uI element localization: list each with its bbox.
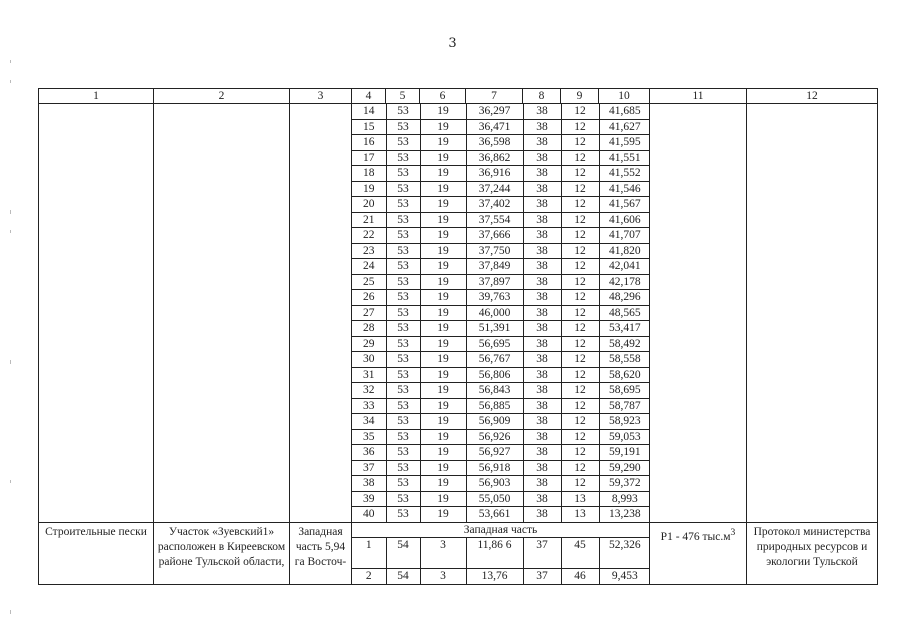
header-cell: 6 [420,89,466,104]
table-cell: 56,909 [466,414,523,430]
table-cell: 40 [352,507,386,522]
table-cell: 12 [561,166,599,182]
table-cell: 53 [386,414,420,430]
table-cell: 41,820 [599,243,650,259]
table-cell: 53 [386,367,420,383]
table-cell: 19 [420,228,466,244]
cell: 54 [386,537,420,568]
table-cell: 58,558 [599,352,650,368]
table-cell: 53 [386,336,420,352]
table-cell: 38 [523,166,561,182]
table-row [352,414,650,430]
table-cell: 17 [352,150,386,166]
table-cell: 19 [420,274,466,290]
table-row [352,259,650,275]
coordinates-cell [352,104,650,523]
table-cell: 12 [561,243,599,259]
table-row [352,507,650,522]
table-cell: 12 [561,197,599,213]
table-cell: 31 [352,367,386,383]
table-row [352,429,650,445]
table-cell: 38 [523,367,561,383]
table-row [352,460,650,476]
table-cell: 59,290 [599,460,650,476]
cell: 2 [352,568,386,584]
header-cell: 11 [650,89,747,104]
table-cell: 53 [386,460,420,476]
table-cell: 12 [561,429,599,445]
table-cell: 27 [352,305,386,321]
table-cell: 16 [352,135,386,151]
table-cell: 46,000 [466,305,523,321]
table-cell: 12 [561,336,599,352]
table-cell: 41,546 [599,181,650,197]
table-cell: 53 [386,305,420,321]
table-row [352,135,650,151]
table-cell: 21 [352,212,386,228]
site-area: Западная часть 5,94 га Восточ- [290,522,352,584]
table-row [352,212,650,228]
table-cell: 12 [561,135,599,151]
table-cell: 56,885 [466,398,523,414]
table-cell: 53 [386,445,420,461]
table-row [352,383,650,399]
table-cell: 37,897 [466,274,523,290]
table-cell: 8,993 [599,491,650,507]
table-cell: 12 [561,305,599,321]
empty-cell [290,104,352,523]
table-cell: 38 [523,352,561,368]
table-cell: 56,695 [466,336,523,352]
table-cell: 38 [523,243,561,259]
table-cell: 12 [561,119,599,135]
table-cell: 37,750 [466,243,523,259]
table-cell: 12 [561,274,599,290]
table-cell: 58,695 [599,383,650,399]
table-cell: 53 [386,398,420,414]
cell: 45 [561,537,599,568]
western-row [352,568,650,584]
table-cell: 12 [561,367,599,383]
cell: 11,86 6 [466,537,523,568]
table-cell: 12 [561,290,599,306]
header-cell: 3 [290,89,352,104]
table-cell: 19 [420,507,466,522]
table-cell: 38 [523,507,561,522]
table-cell: 36,862 [466,150,523,166]
table-cell: 48,565 [599,305,650,321]
table-cell: 12 [561,321,599,337]
table-cell: 59,372 [599,476,650,492]
empty-cell [39,104,154,523]
table-cell: 38 [523,135,561,151]
table-cell: 12 [561,383,599,399]
table-cell: 56,806 [466,367,523,383]
table-cell: 53 [386,290,420,306]
table-cell: 22 [352,228,386,244]
table-cell: 41,552 [599,166,650,182]
western-part-table [352,537,650,584]
table-cell: 19 [420,119,466,135]
table-cell: 55,050 [466,491,523,507]
table-row [352,104,650,119]
table-cell: 36,598 [466,135,523,151]
table-cell: 19 [420,445,466,461]
table-row [352,274,650,290]
table-cell: 33 [352,398,386,414]
header-cell: 4 [352,89,386,104]
table-cell: 53 [386,166,420,182]
table-cell: 38 [523,150,561,166]
left-margin-marks [10,60,12,620]
table-cell: 12 [561,104,599,119]
table-cell: 35 [352,429,386,445]
table-row [352,336,650,352]
table-cell: 38 [523,383,561,399]
table-cell: 38 [523,119,561,135]
table-cell: 37,554 [466,212,523,228]
table-row [352,367,650,383]
table-cell: 19 [420,460,466,476]
table-cell: 39,763 [466,290,523,306]
table-cell: 19 [420,476,466,492]
western-part-cell [352,522,650,584]
table-cell: 38 [523,414,561,430]
table-cell: 19 [420,321,466,337]
table-cell: 18 [352,166,386,182]
table-row [352,352,650,368]
table-cell: 41,567 [599,197,650,213]
cell: 37 [523,568,561,584]
header-cell: 5 [386,89,420,104]
table-cell: 38 [523,228,561,244]
table-cell: 19 [420,414,466,430]
table-cell: 53,661 [466,507,523,522]
table-cell: 19 [420,305,466,321]
table-cell: 36,916 [466,166,523,182]
table-cell: 53 [386,181,420,197]
table-cell: 41,551 [599,150,650,166]
protocol-cell: Протокол министерства природных ресурсов и экологии Тульской [747,522,878,584]
table-cell: 53,417 [599,321,650,337]
table-cell: 41,627 [599,119,650,135]
table-cell: 19 [420,398,466,414]
table-cell: 19 [420,181,466,197]
table-cell: 19 [420,383,466,399]
header-cell: 2 [154,89,290,104]
table-cell: 42,178 [599,274,650,290]
table-cell: 39 [352,491,386,507]
table-cell: 53 [386,243,420,259]
table-cell: 56,903 [466,476,523,492]
table-cell: 34 [352,414,386,430]
reserves-value: P1 - 476 тыс.м [660,530,731,543]
table-cell: 19 [420,429,466,445]
table-cell: 36,471 [466,119,523,135]
table-row [352,491,650,507]
table-cell: 29 [352,336,386,352]
table-cell: 37,666 [466,228,523,244]
table-cell: 38 [523,321,561,337]
header-cell: 12 [747,89,878,104]
table-cell: 19 [420,290,466,306]
table-row [352,119,650,135]
table-row [352,166,650,182]
table-cell: 13 [561,491,599,507]
table-cell: 24 [352,259,386,275]
cell: 3 [420,568,466,584]
table-cell: 38 [523,476,561,492]
table-cell: 12 [561,212,599,228]
table-cell: 25 [352,274,386,290]
header-cell: 1 [39,89,154,104]
cell: 9,453 [599,568,650,584]
table-cell: 12 [561,414,599,430]
table-cell: 19 [420,243,466,259]
empty-cell [747,104,878,523]
coordinates-row [39,104,878,523]
table-cell: 30 [352,352,386,368]
table-row [352,197,650,213]
table-cell: 53 [386,150,420,166]
table-cell: 42,041 [599,259,650,275]
empty-cell [154,104,290,523]
table-cell: 41,707 [599,228,650,244]
table-cell: 53 [386,321,420,337]
table-row [352,181,650,197]
reserves-unit-superscript: 3 [730,526,736,538]
cell: 1 [352,537,386,568]
table-cell: 19 [420,352,466,368]
table-cell: 58,923 [599,414,650,430]
table-cell: 26 [352,290,386,306]
table-row [352,445,650,461]
table-cell: 38 [523,398,561,414]
table-cell: 12 [561,445,599,461]
mineral-type: Строительные пески [39,522,154,584]
cell: 37 [523,537,561,568]
table-cell: 53 [386,135,420,151]
table-cell: 53 [386,383,420,399]
table-cell: 38 [523,460,561,476]
table-cell: 19 [420,259,466,275]
table-cell: 12 [561,476,599,492]
table-cell: 20 [352,197,386,213]
table-cell: 19 [420,336,466,352]
table-cell: 59,191 [599,445,650,461]
cell: 46 [561,568,599,584]
table-cell: 38 [523,305,561,321]
deposit-row [39,522,878,584]
table-cell: 38 [523,290,561,306]
header-row [39,89,878,104]
table-cell: 56,927 [466,445,523,461]
table-cell: 53 [386,228,420,244]
table-cell: 19 [352,181,386,197]
table-cell: 37,244 [466,181,523,197]
header-cell: 7 [466,89,523,104]
table-row [352,290,650,306]
table-cell: 53 [386,274,420,290]
table-cell: 19 [420,197,466,213]
table-cell: 36,297 [466,104,523,119]
cell: 13,76 [466,568,523,584]
table-cell: 12 [561,181,599,197]
table-cell: 19 [420,212,466,228]
table-cell: 38 [523,181,561,197]
empty-cell [650,104,747,523]
table-cell: 53 [386,212,420,228]
table-cell: 53 [386,104,420,119]
table-cell: 38 [523,491,561,507]
table-cell: 48,296 [599,290,650,306]
table-cell: 38 [523,445,561,461]
table-cell: 41,595 [599,135,650,151]
table-cell: 12 [561,398,599,414]
table-cell: 53 [386,491,420,507]
table-cell: 56,843 [466,383,523,399]
table-cell: 51,391 [466,321,523,337]
table-cell: 58,492 [599,336,650,352]
cell: 52,326 [599,537,650,568]
table-cell: 28 [352,321,386,337]
data-table [38,88,878,585]
table-cell: 38 [523,259,561,275]
table-cell: 12 [561,259,599,275]
page-number: 3 [448,36,457,51]
table-cell: 38 [523,336,561,352]
table-cell: 19 [420,367,466,383]
western-row [352,537,650,568]
table-cell: 13,238 [599,507,650,522]
table-cell: 13 [561,507,599,522]
header-cell: 10 [599,89,650,104]
table-cell: 15 [352,119,386,135]
table-row [352,150,650,166]
table-cell: 37 [352,460,386,476]
table-cell: 58,787 [599,398,650,414]
table-cell: 37,402 [466,197,523,213]
table-cell: 32 [352,383,386,399]
table-cell: 19 [420,491,466,507]
table-cell: 53 [386,507,420,522]
header-cell: 8 [523,89,561,104]
table-cell: 41,606 [599,212,650,228]
western-part-label: Западная часть [463,523,538,536]
table-cell: 38 [523,197,561,213]
table-cell: 53 [386,352,420,368]
table-cell: 53 [386,259,420,275]
table-cell: 36 [352,445,386,461]
table-cell: 12 [561,228,599,244]
table-cell: 38 [523,274,561,290]
table-cell: 56,767 [466,352,523,368]
table-cell: 19 [420,166,466,182]
table-cell: 56,918 [466,460,523,476]
header-cell: 9 [561,89,599,104]
table-cell: 38 [523,429,561,445]
table-cell: 59,053 [599,429,650,445]
table-cell: 38 [352,476,386,492]
table-cell: 38 [523,104,561,119]
table-row [352,476,650,492]
table-row [352,398,650,414]
table-cell: 23 [352,243,386,259]
table-cell: 41,685 [599,104,650,119]
table-cell: 58,620 [599,367,650,383]
reserves-cell [650,522,747,584]
table-cell: 37,849 [466,259,523,275]
table-cell: 19 [420,150,466,166]
table-row [352,228,650,244]
table-cell: 53 [386,429,420,445]
table-cell: 19 [420,135,466,151]
table-cell: 12 [561,352,599,368]
table-cell: 56,926 [466,429,523,445]
cell: 54 [386,568,420,584]
table-cell: 14 [352,104,386,119]
table-cell: 53 [386,197,420,213]
cell: 3 [420,537,466,568]
table-row [352,305,650,321]
table-cell: 12 [561,150,599,166]
table-cell: 53 [386,476,420,492]
site-location: Участок «Зуевский1» расположен в Киреевском районе Тульской области, [154,522,290,584]
table-row [352,321,650,337]
coordinates-table [352,104,650,522]
table-row [352,243,650,259]
table-cell: 38 [523,212,561,228]
table-cell: 53 [386,119,420,135]
table-cell: 12 [561,460,599,476]
table-cell: 19 [420,104,466,119]
